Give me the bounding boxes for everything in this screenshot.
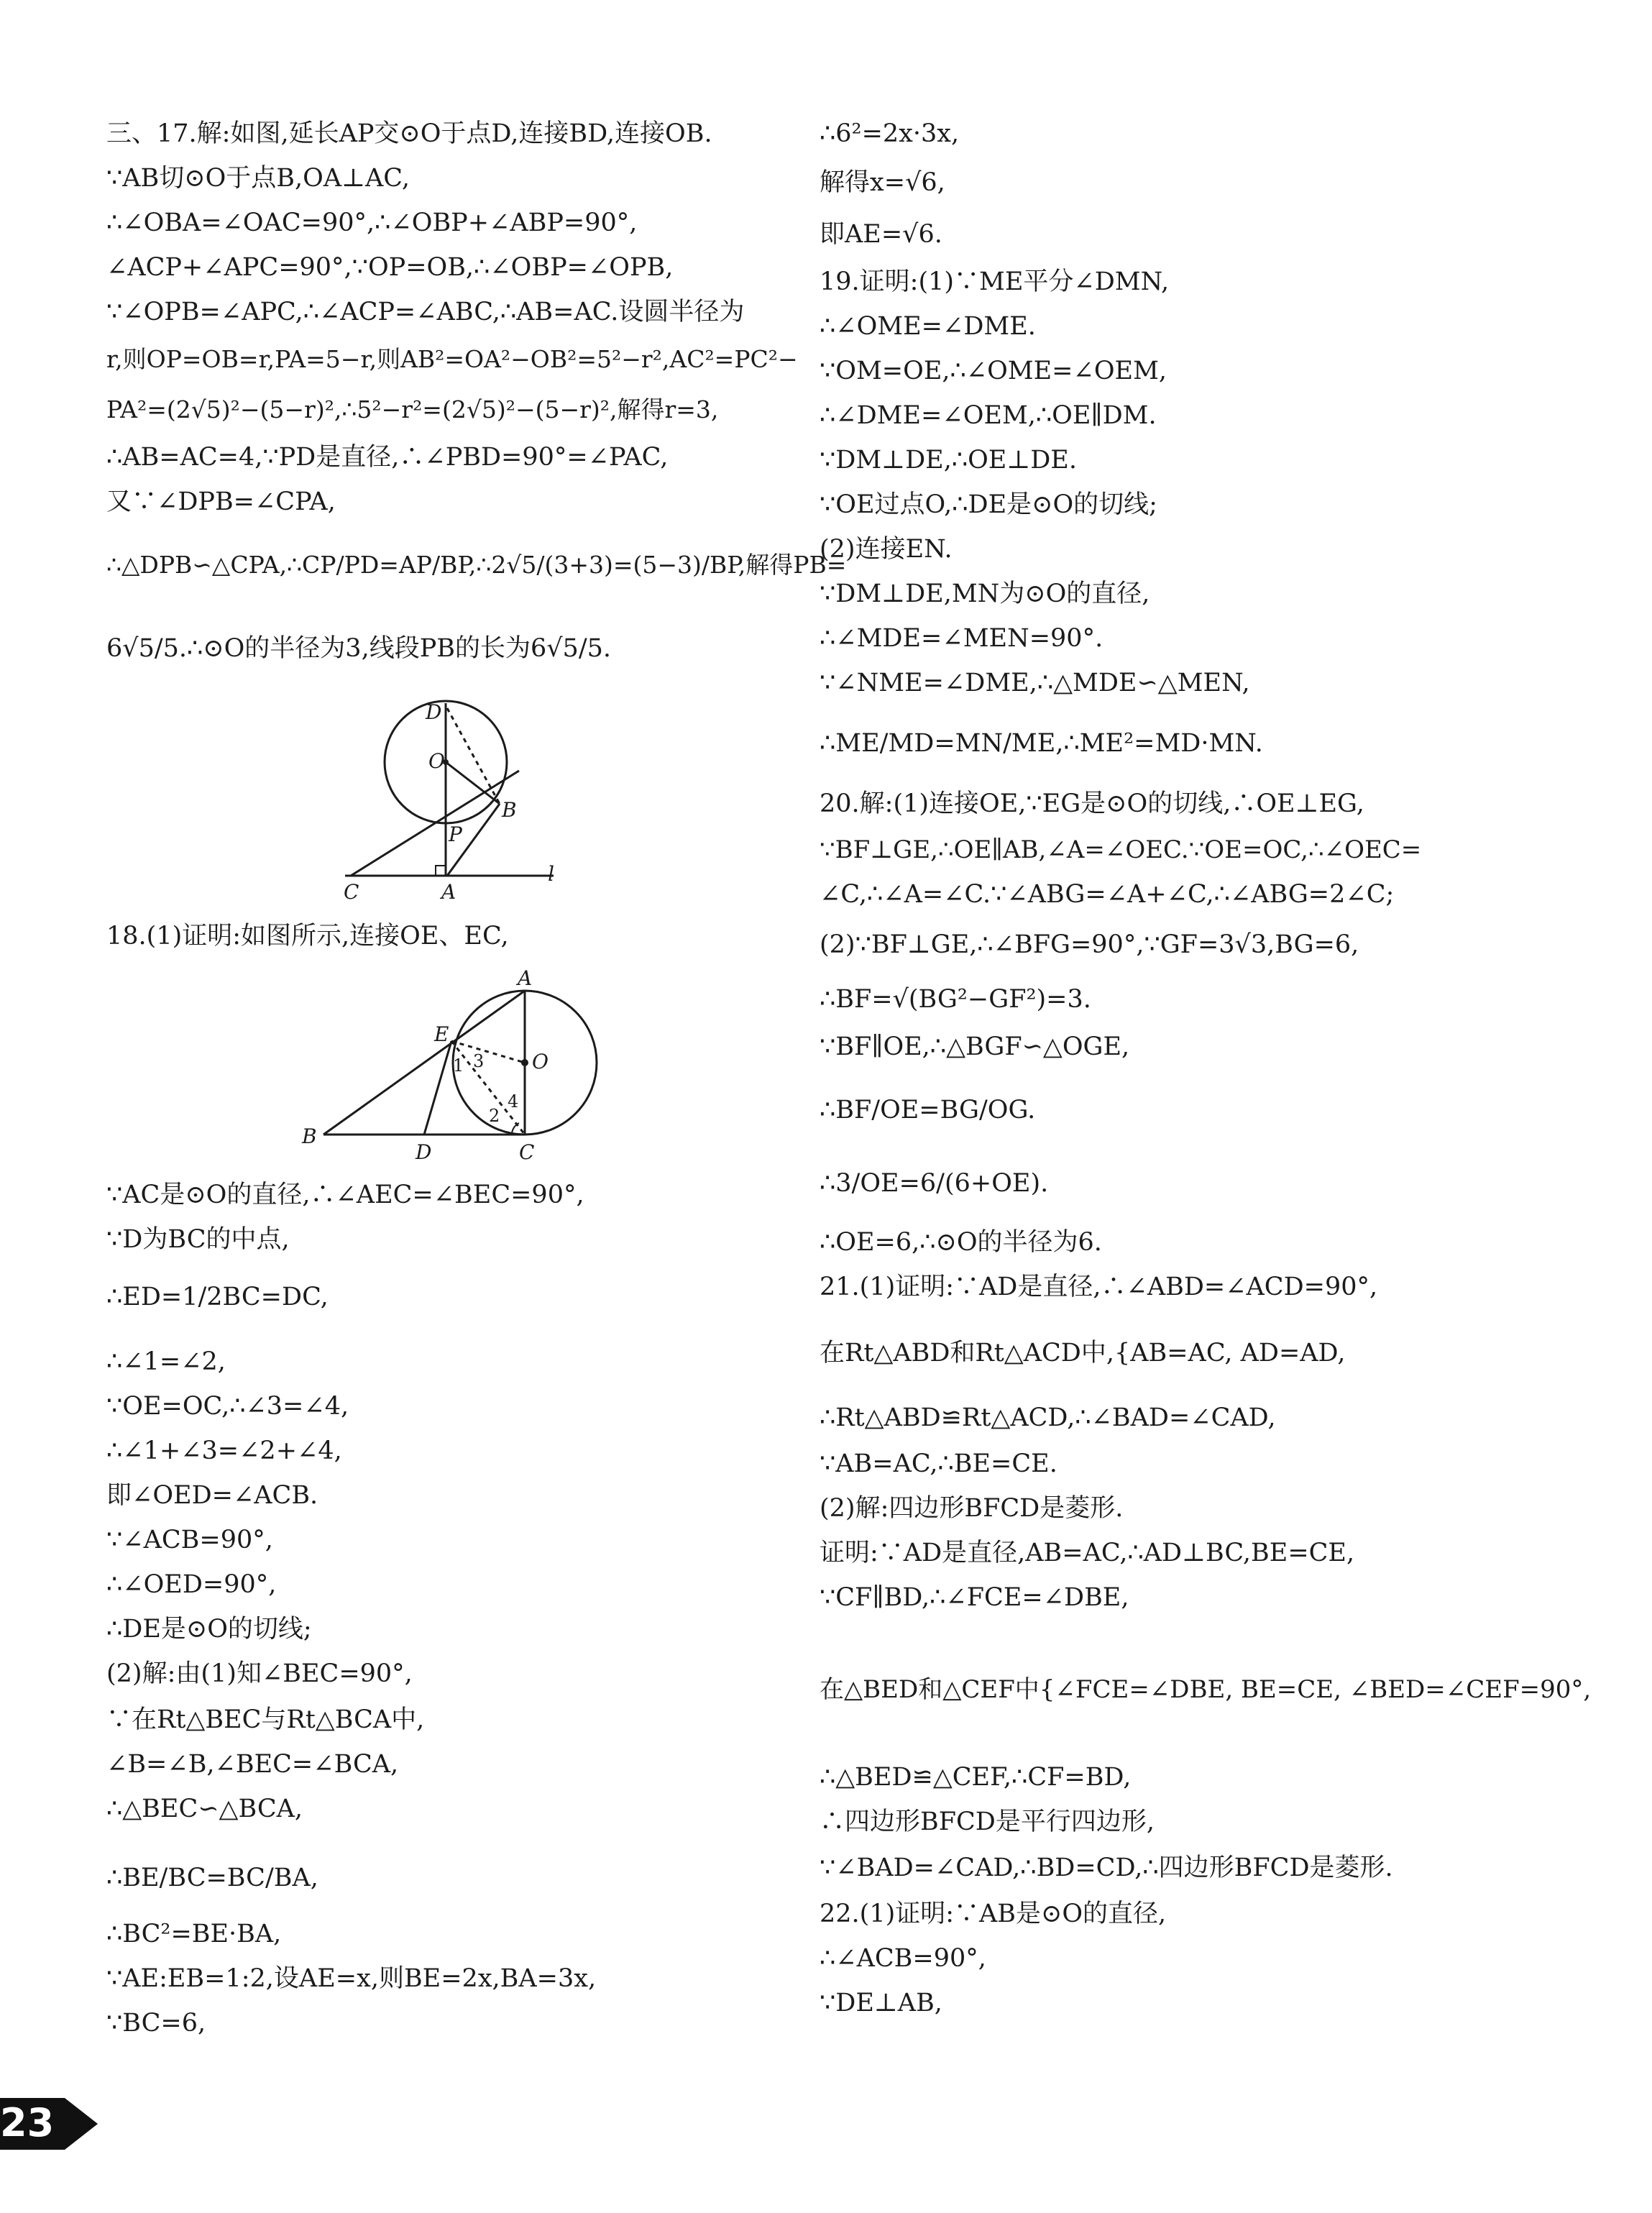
figure-circle-tangent [327,690,579,906]
text-line: ∵DM⊥DE,∴OE⊥DE. [820,446,1077,475]
fig-label: P [449,823,462,846]
text-line: 20.解:(1)连接OE,∵EG是⊙O的切线,∴OE⊥EG, [820,789,1364,818]
text-line: 19.证明:(1)∵ME平分∠DMN, [820,267,1170,296]
figure-circle-triangle [288,963,611,1165]
text-line: ∵BF∥OE,∴△BGF∽△OGE, [820,1032,1130,1061]
text-line: ∴BE/BC=BC/BA, [106,1864,318,1892]
text-line: 又∵∠DPB=∠CPA, [106,487,336,516]
text-line: ∵AE:EB=1:2,设AE=x,则BE=2x,BA=3x, [106,1964,597,1993]
fig-label: 1 [453,1055,464,1076]
text-line: ∴△BEC∽△BCA, [106,1795,303,1823]
text-line: ∵CF∥BD,∴∠FCE=∠DBE, [820,1583,1129,1612]
text-line: ∵AB切⊙O于点B,OA⊥AC, [106,164,410,193]
text-line: ∵OM=OE,∴∠OME=∠OEM, [820,357,1167,385]
text-line: ∴AB=AC=4,∵PD是直径,∴∠PBD=90°=∠PAC, [106,443,669,472]
text-line: ∴∠OED=90°, [106,1570,277,1599]
text-line: ∵∠NME=∠DME,∴△MDE∽△MEN, [820,669,1250,697]
text-line: ∴∠DME=∠OEM,∴OE∥DM. [820,401,1157,430]
text-line: ∴四边形BFCD是平行四边形, [820,1807,1155,1836]
fig-label: C [344,880,359,904]
text-line: 三、17.解:如图,延长AP交⊙O于点D,连接BD,连接OB. [106,119,712,148]
text-line: ∵OE=OC,∴∠3=∠4, [106,1392,349,1421]
text-line: ∴∠OME=∠DME. [820,312,1036,341]
text-line: 21.(1)证明:∵AD是直径,∴∠ABD=∠ACD=90°, [820,1273,1378,1301]
page-number: 23 [0,2100,55,2145]
text-line: PA²=(2√5)²−(5−r)²,∴5²−r²=(2√5)²−(5−r)²,解得r=3, [106,395,719,423]
fig-label: O [532,1050,549,1073]
fig-label: l [548,862,554,886]
fig-label: O [428,749,445,773]
text-line: ∵∠ACB=90°, [106,1526,273,1554]
text-line: ∵OE过点O,∴DE是⊙O的切线; [820,490,1157,519]
text-line: ∴ME/MD=MN/ME,∴ME²=MD·MN. [820,729,1263,758]
text-line: ∴△DPB∽△CPA,∴CP/PD=AP/BP,∴2√5/(3+3)=(5−3)/BP,解得PB= [106,551,847,579]
text-line: ∴∠1=∠2, [106,1347,226,1376]
text-line: (2)解:由(1)知∠BEC=90°, [106,1659,413,1688]
text-line: 解得x=√6, [820,168,945,197]
text-line: ∵D为BC的中点, [106,1225,290,1254]
text-line: r,则OP=OB=r,PA=5−r,则AB²=OA²−OB²=5²−r²,AC²=PC²− [106,345,798,373]
text-line: ∴3/OE=6/(6+OE). [820,1169,1049,1198]
text-line: ∴△BED≌△CEF,∴CF=BD, [820,1763,1132,1792]
text-line: ∴ED=1/2BC=DC, [106,1283,329,1311]
text-line: ∠B=∠B,∠BEC=∠BCA, [106,1750,399,1779]
text-line: ∠C,∴∠A=∠C.∵∠ABG=∠A+∠C,∴∠ABG=2∠C; [820,880,1395,909]
text-line: ∵∠BAD=∠CAD,∴BD=CD,∴四边形BFCD是菱形. [820,1854,1393,1882]
fig-label: A [441,880,456,904]
text-line: 即AE=√6. [820,220,942,249]
text-line: ∵DE⊥AB, [820,1989,942,2017]
text-line: ∴OE=6,∴⊙O的半径为6. [820,1228,1102,1257]
text-line: ∴∠ACB=90°, [820,1944,986,1973]
fig-label: 3 [473,1051,485,1071]
fig-label: A [518,966,533,990]
fig-label: 2 [489,1106,500,1126]
text-line: (2)连接EN. [820,535,953,564]
fig-label: D [416,1140,432,1164]
text-line: ∴∠MDE=∠MEN=90°. [820,624,1103,653]
text-line: ∵BC=6, [106,2009,206,2038]
text-line: ∴BF=√(BG²−GF²)=3. [820,985,1091,1014]
text-line: ∵∠OPB=∠APC,∴∠ACP=∠ABC,∴AB=AC.设圆半径为 [106,298,745,326]
fig-label: E [434,1022,449,1046]
text-line: 即∠OED=∠ACB. [106,1481,318,1510]
text-line: 在△BED和△CEF中{∠FCE=∠DBE, BE=CE, ∠BED=∠CEF=90°, [820,1675,1592,1704]
text-line: ∠ACP+∠APC=90°,∵OP=OB,∴∠OBP=∠OPB, [106,253,674,282]
text-line: (2)∵BF⊥GE,∴∠BFG=90°,∵GF=3√3,BG=6, [820,930,1359,959]
text-line: ∵BF⊥GE,∴OE∥AB,∠A=∠OEC.∵OE=OC,∴∠OEC= [820,835,1422,864]
text-line: ∴6²=2x·3x, [820,119,960,148]
text-line: 22.(1)证明:∵AB是⊙O的直径, [820,1900,1167,1928]
text-line: 证明:∵AD是直径,AB=AC,∴AD⊥BC,BE=CE, [820,1539,1355,1567]
text-line: ∴∠1+∠3=∠2+∠4, [106,1437,342,1465]
text-line: 6√5/5.∴⊙O的半径为3,线段PB的长为6√5/5. [106,634,612,663]
fig-label: C [519,1140,535,1164]
text-line: 在Rt△ABD和Rt△ACD中,{AB=AC, AD=AD, [820,1339,1346,1367]
text-line: ∵DM⊥DE,MN为⊙O的直径, [820,579,1150,608]
text-line: (2)解:四边形BFCD是菱形. [820,1494,1124,1523]
text-line: ∴BC²=BE·BA, [106,1920,282,1948]
fig-label: 4 [508,1091,519,1112]
text-line: ∴Rt△ABD≌Rt△ACD,∴∠BAD=∠CAD, [820,1403,1276,1432]
fig-label: B [302,1124,317,1148]
center-dot [521,1059,528,1066]
text-line: ∴BF/OE=BG/OG. [820,1096,1036,1124]
text-line: ∴∠OBA=∠OAC=90°,∴∠OBP+∠ABP=90°, [106,209,638,237]
text-line: ∴DE是⊙O的切线; [106,1615,312,1644]
text-line: 18.(1)证明:如图所示,连接OE、EC, [106,922,509,950]
text-line: ∵AC是⊙O的直径,∴∠AEC=∠BEC=90°, [106,1181,584,1209]
text-line: ∵在Rt△BEC与Rt△BCA中, [106,1705,425,1734]
fig-label: B [502,798,517,822]
text-line: ∵AB=AC,∴BE=CE. [820,1449,1057,1478]
fig-label: D [426,700,442,724]
